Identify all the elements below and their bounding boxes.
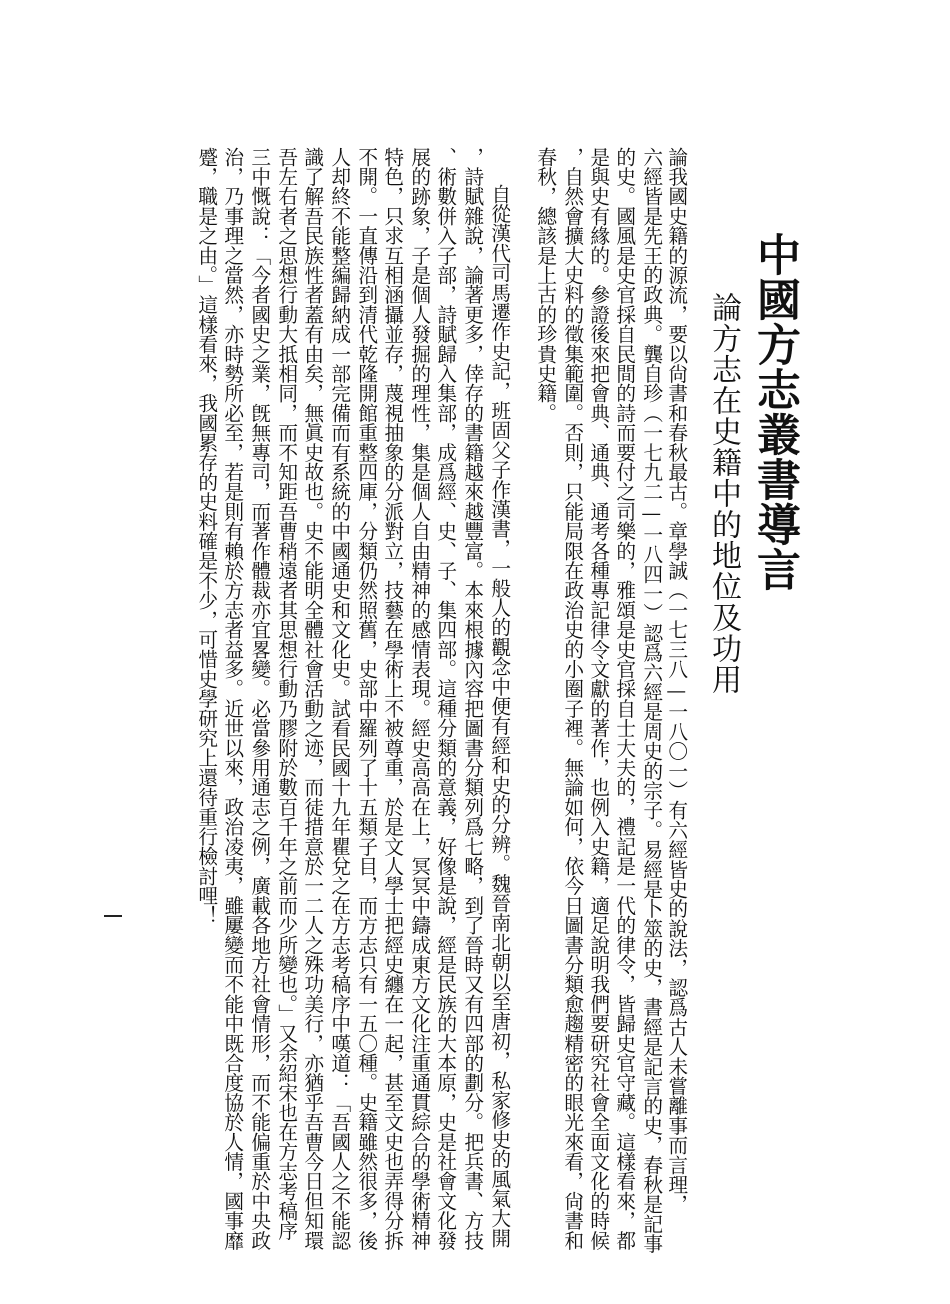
page-subtitle: 論方志在史籍中的地位及功用 (706, 292, 741, 695)
page-title: 中國方志叢書導言 (749, 232, 800, 592)
text-line-9: 、術數併入子部，詩賦歸入集部，成爲經、史、子、集四部。這種分類的意義，好像是說，經是民族的大本原，史是社會文化發 (433, 147, 457, 1251)
text-line-16: 三中慨說：「今者國史之業，旣無專司，而著作體裁亦宜畧變。必當參用通志之例，廣載各地方社會情形，而不能偏重於中央政 (247, 147, 271, 1251)
text-line-10: 展的跡象，子是個人發掘的理性，集是個人自由精神的感情表現。經史高高在上，冥冥中鑄成東方文化注重通貫綜合的學術精神 (407, 147, 431, 1251)
text-line-6: 春秋，總該是上古的珍貴史籍。 (533, 147, 557, 423)
text-line-4: 是與史有緣的。參證後來把會典、通典、通考各種專記律令文獻的著作，也例入史籍，適足說明我們要研究社會全面文化的時候 (586, 147, 610, 1251)
text-line-15: 吾左右者之思想行動大抵相同，而不知距吾曹稍遠者其思想行動乃膠附於數百千年之前而少所變也。」又余紹宋也在方志考稿序 (274, 147, 298, 1241)
text-line-12: 不開。一直傳沿到清代乾隆開館重整四庫，分類仍然照舊，史部中羅列了十五類子目，而方志只有一五〇種。史籍雖然很多，後 (354, 147, 378, 1251)
text-line-13: 人却終不能整編歸納成一部完備而有系統的中國通史和文化史。試看民國十九年瞿兌之在方志考稿序中嘆道：「吾國人之不能認 (327, 147, 351, 1251)
text-line-17: 治，乃事理之當然，亦時勢所必至，若是則有賴於方志者益多。近世以來，政治凌夷，雖屢變而不能中既合度協於人情，國事靡 (220, 147, 244, 1251)
text-line-18: 蹙，職是之由。」這樣看來，我國累存的史料確是不少，可惜史學研究上還待重行檢討哩！ (194, 147, 218, 926)
page-number-mark (104, 915, 122, 917)
text-line-11: 特色，只求互相涵攝並存，蔑視抽象的分派對立，技藝在學術上不被尊重，於是文人學士把經史纏在一起，甚至文史也弄得分拆 (380, 147, 404, 1251)
text-line-7: 自從漢代司馬遷作史記，班固父子作漢書，一般人的觀念中便有經和史的分辨。魏晉南北朝以至唐初，私家修史的風氣大開 (487, 184, 511, 1248)
text-line-14: 識了解吾民族性者蓋有由矣，無眞史故也。史不能明全體社會活動之迹，而徒措意於一二人之殊功美行，亦猶乎吾曹今日但知環 (300, 147, 324, 1251)
text-line-2: 六經皆是先王的政典。龔自珍（一七九二—一八四一）認爲六經是周史的宗子。易經是卜筮的史，書經是記言的史，春秋是記事 (639, 147, 663, 1254)
text-line-1: 論我國史籍的源流，要以尙書和春秋最古。章學誠（一七三八—一八〇一）有六經皆史的說法，認爲古人未嘗離事而言理， (664, 147, 688, 1215)
text-line-5: ，自然會擴大史料的徵集範圍。否則，只能局限在政治史的小圈子裡。無論如何，依今日圖書分類愈趨精密的眼光來看，尙書和 (560, 147, 584, 1251)
text-line-8: ，詩賦雜說，論著更多，倖存的書籍越來越豐富。本來根據內容把圖書分類列爲七略，到了晉時又有四部的劃分。把兵書、方技 (460, 147, 484, 1251)
text-line-3: 的史。國風是史官採自民間的詩而要付之司樂的，雅頌是史官採自士大夫的，禮記是一代的律令，皆歸史官守藏。這樣看來，都 (612, 147, 636, 1251)
